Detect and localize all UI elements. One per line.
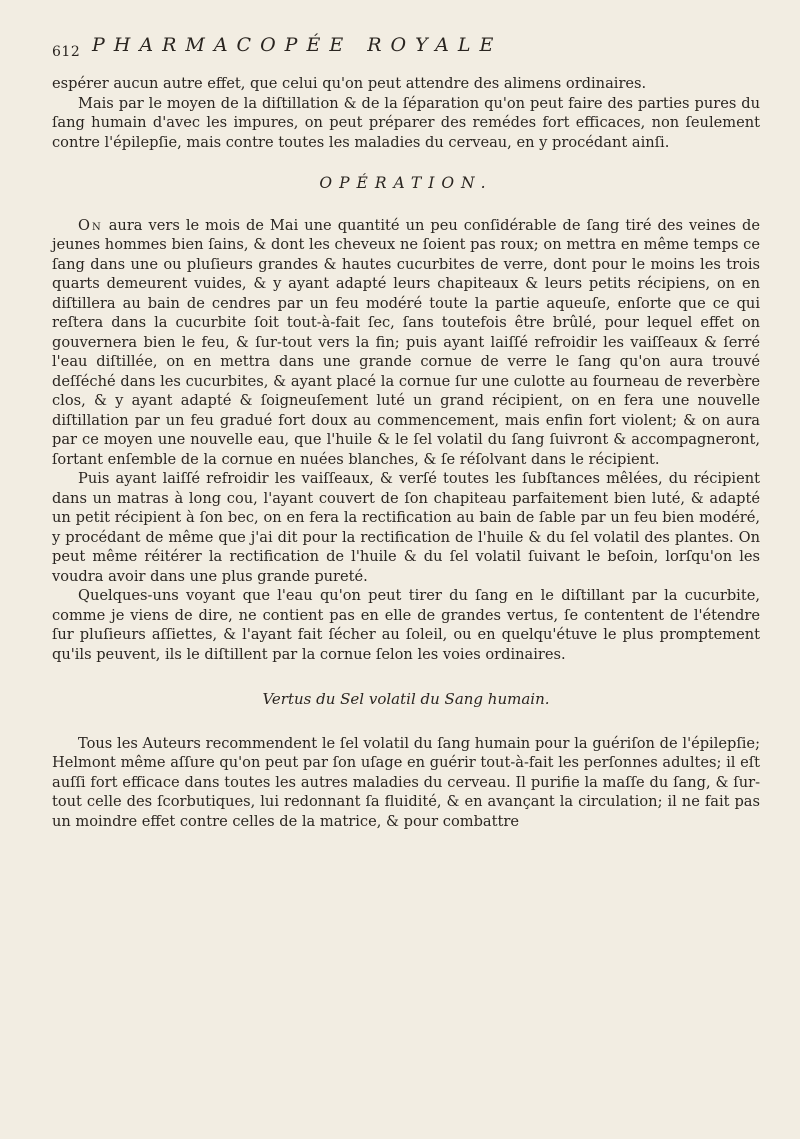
paragraph-tous: Tous les Auteurs recommendent le ſel volatil du ſang humain pour la guériſon de l'épilepſie; Helmont même aſſure qu'on peut par ſon uſage en guérir tout-à-fait les perſonnes adultes; il eſt auſſi fort efficace dans toutes les autres maladies du cerveau. Il purifie la maſſe du ſang, & ſur-tout celle des ſcorbutiques, lui redonnant ſa fluidité, & en avançant la circulation; il ne fait pas un moindre effet contre celles de la matrice, & pour combattre	[52, 734, 760, 830]
page-header	[52, 34, 760, 68]
operation-paragraph-text: aura vers le mois de Mai une quantité un peu conſidérable de ſang tiré des veines de jeunes hommes bien ſains, & dont les cheveux ne ſoient pas roux; on mettra en même temps ce ſang dans une ou pluſieurs grandes & hautes cucurbites de verre, dont pour le moins les trois quarts demeurent vuides, & y ayant adapté leurs chapiteaux & leurs petits récipiens, on en diſtillera au bain de cendres par un feu modéré toute la partie aqueuſe, enſorte que ce qui reſtera dans la cucurbite ſoit tout-à-fait ſec, ſans toutefois être brûlé, pour lequel effet on gouvernera bien le feu, & ſur-tout vers la fin; puis ayant laiſſé refroidir les vaiſſeaux & ſerré l'eau diſtillée, on en mettra dans une grande cornue de verre le ſang qu'on aura trouvé deſſéché dans les cucurbites, & ayant placé la cornue ſur une culotte au fourneau de reverbère clos, & y ayant adapté & ſoigneuſement luté un grand récipient, on en fera une nouvelle diſtillation par un feu gradué fort doux au commencement, mais enfin fort violent; & on aura par ce moyen une nouvelle eau, que l'huile & le ſel volatil du ſang ſuivront & accompagneront, ſortant enſemble de la cornue en nuées blanches, & ſe réſolvant dans le récipient.	[52, 216, 760, 468]
section-heading-operation: OPÉRATION.	[319, 174, 493, 192]
intro-paragraph: espérer aucun autre effet, que celui qu'on peut attendre des alimens ordinaires.	[52, 75, 647, 92]
paragraph-puis: Puis ayant laiſſé refroidir les vaiſſeaux, & verſé toutes les ſubſtances mêlées, du récipient dans un matras à long cou, l'ayant couvert de ſon chapiteau parfaitement bien luté, & adapté un petit récipient à ſon bec, on en fera la rectification au bain de ſable par un feu bien modéré, y procédant de même que j'ai dit pour la rectification de l'huile & du ſel volatil des plantes. On peut même réitérer la rectification de l'huile & du ſel volatil ſuivant le beſoin, lorſqu'on les voudra avoir dans une plus grande pureté.	[52, 470, 760, 585]
section-heading-vertus: Vertus du Sel volatil du Sang humain.	[262, 690, 550, 708]
paragraph-quelques: Quelques-uns voyant que l'eau qu'on peut tirer du ſang en le diſtillant par la cucurbite, comme je viens de dire, ne contient pas en elle de grandes vertus, ſe contentent de l'étendre ſur pluſieurs aſſiettes, & l'ayant fait ſécher au ſoleil, ou en quelqu'étuve le plus promptement qu'ils peuvent, ils le diſtillent par la cornue ſelon les voies ordinaires.	[52, 587, 760, 663]
page-number: 612	[52, 44, 81, 60]
body-text	[52, 74, 760, 831]
running-title: PHARMACOPÉE ROYALE	[92, 34, 503, 56]
paragraph-mais: Mais par le moyen de la diſtillation & de la ſéparation qu'on peut faire des parties pures du ſang humain d'avec les impures, on peut préparer des remédes fort efficaces, non ſeulement contre l'épilepſie, mais contre toutes les maladies du cerveau, en y procédant ainſi.	[52, 94, 760, 151]
operation-paragraph	[52, 216, 760, 470]
operation-first-word: On	[78, 216, 103, 234]
